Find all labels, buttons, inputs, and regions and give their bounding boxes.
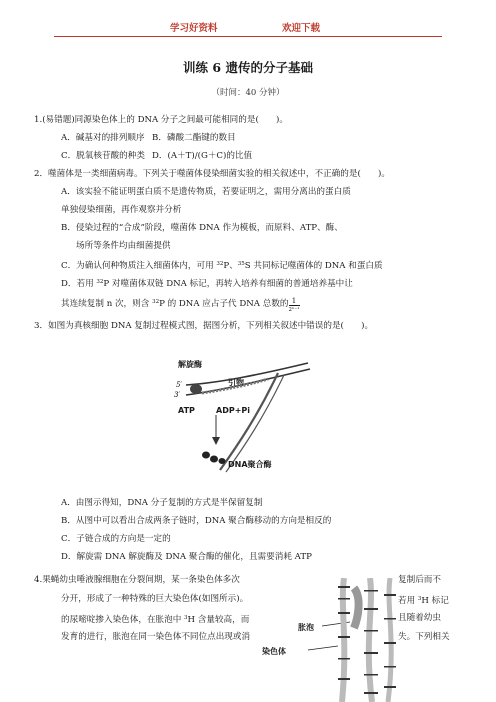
q3-stem: 3．如图为真核细胞 DNA 复制过程模式图，据图分析，下列相关叙述中错误的是( )。 xyxy=(34,321,374,331)
dna-replication-figure xyxy=(168,355,318,480)
q1-option-c: C．脱氧核苷酸的种类 xyxy=(61,151,145,161)
q1-stem: 1.(易错题)同源染色体上的 DNA 分子之间最可能相同的是( )。 xyxy=(34,115,288,125)
parent-strand-bottom xyxy=(186,369,310,395)
header-left-text: 学习好资料 xyxy=(170,23,218,34)
q4-right-line3: 且随着幼虫 xyxy=(398,613,441,623)
q2-option-b-line1: B．侵染过程的“合成”阶段，噬菌体 DNA 作为模板，而原料、ATP、酶、 xyxy=(61,223,343,233)
q4-line2: 分开，形成了一种特殊的巨大染色体(如图所示)。 xyxy=(61,594,249,604)
q1-option-d: D．(A＋T)/(G＋C)的比值 xyxy=(152,151,253,161)
fraction: $\frac{1}{\text{2ⁿ⁻¹}}$ xyxy=(288,297,300,313)
q2-option-a-line1: A．该实验不能证明蛋白质不是遗传物质，若要证明之，需用分离出的蛋白质 xyxy=(61,187,351,197)
polymerase-dot-icon xyxy=(219,458,226,464)
helicase-label: 解旋酶 xyxy=(178,360,202,369)
page-title: 训练 6 遗传的分子基础 xyxy=(183,60,313,75)
q3-option-b: B．从图中可以看出合成两条子链时，DNA 聚合酶移动的方向是相反的 xyxy=(61,516,332,526)
q3-option-d: D．解旋需 DNA 解旋酶及 DNA 聚合酶的催化，且需要消耗 ATP xyxy=(61,552,312,562)
q2-stem: 2．噬菌体是一类细菌病毒。下列关于噬菌体侵染细菌实验的相关叙述中，不正确的是( )。 xyxy=(34,169,390,179)
q1-option-a: A．碱基对的排列顺序 xyxy=(61,133,145,143)
adp-label: ADP+Pi xyxy=(216,406,251,415)
q3-option-c: C．子链合成的方向是一定的 xyxy=(61,534,171,544)
q4-line3: 的尿嘧啶掺入染色体，在胀泡中 $^3$H 含量较高，而 xyxy=(61,615,250,625)
q2-option-c: C．为确认何种物质注入细菌体内，可用 $^{32}$P、$^{35}$S 共同标记噬菌体的 DNA 和蛋白质 xyxy=(61,261,383,271)
q4-right-line4: 失。下列相关 xyxy=(398,632,450,642)
q1-option-b: B．磷酸二酯键的数目 xyxy=(152,133,236,143)
helicase-icon xyxy=(190,384,202,394)
q2-option-d-line2: 其连续复制 n 次，则含 $^{32}$P 的 DNA 应占子代 DNA 总数的 $\frac{1}{\text{2ⁿ⁻¹}}$ xyxy=(61,297,300,313)
polymerase-label: DNA聚合酶 xyxy=(228,460,272,469)
header-rule xyxy=(54,36,442,37)
polytene-chromosome-figure xyxy=(258,578,458,702)
chromosome-label: 染色体 xyxy=(262,647,286,656)
q4-line4: 发育的进行，胀泡在同一染色体不同位点出现或消 xyxy=(61,632,251,642)
q2-option-b-line2: 场所等条件均由细菌提供 xyxy=(76,241,171,251)
time-limit: （时间：40 分钟） xyxy=(211,88,285,98)
q2-option-a-line2: 单独侵染细菌，再作观察并分析 xyxy=(61,205,182,215)
polymerase-dot-icon xyxy=(210,456,218,463)
q4-line1: 4.果蝇幼虫唾液腺细胞在分裂间期，某一条染色体多次 xyxy=(34,575,240,585)
chromosome-bands xyxy=(342,578,391,702)
primer-label: 引物 xyxy=(228,378,244,387)
q4-right-line2: 若用 $^3$H 标记 xyxy=(398,596,449,606)
header-right-text: 欢迎下载 xyxy=(282,23,321,34)
five-prime-label: 5′ xyxy=(176,381,183,389)
q4-right-line1: 复制后而不 xyxy=(398,575,441,585)
three-prime-label: 3′ xyxy=(174,391,181,399)
q2-option-d-line1: D．若用 $^{32}$P 对噬菌体双链 DNA 标记，再转入培养有细菌的普通培养基中让 xyxy=(61,279,353,289)
puff-label: 胀泡 xyxy=(298,623,314,632)
q3-option-a: A．由图示得知，DNA 分子复制的方式是半保留复制 xyxy=(61,498,263,508)
arrow-down-icon xyxy=(212,437,220,445)
polymerase-dot-icon xyxy=(202,452,210,459)
atp-label: ATP xyxy=(178,406,195,415)
lagging-strand-partner xyxy=(226,375,284,472)
